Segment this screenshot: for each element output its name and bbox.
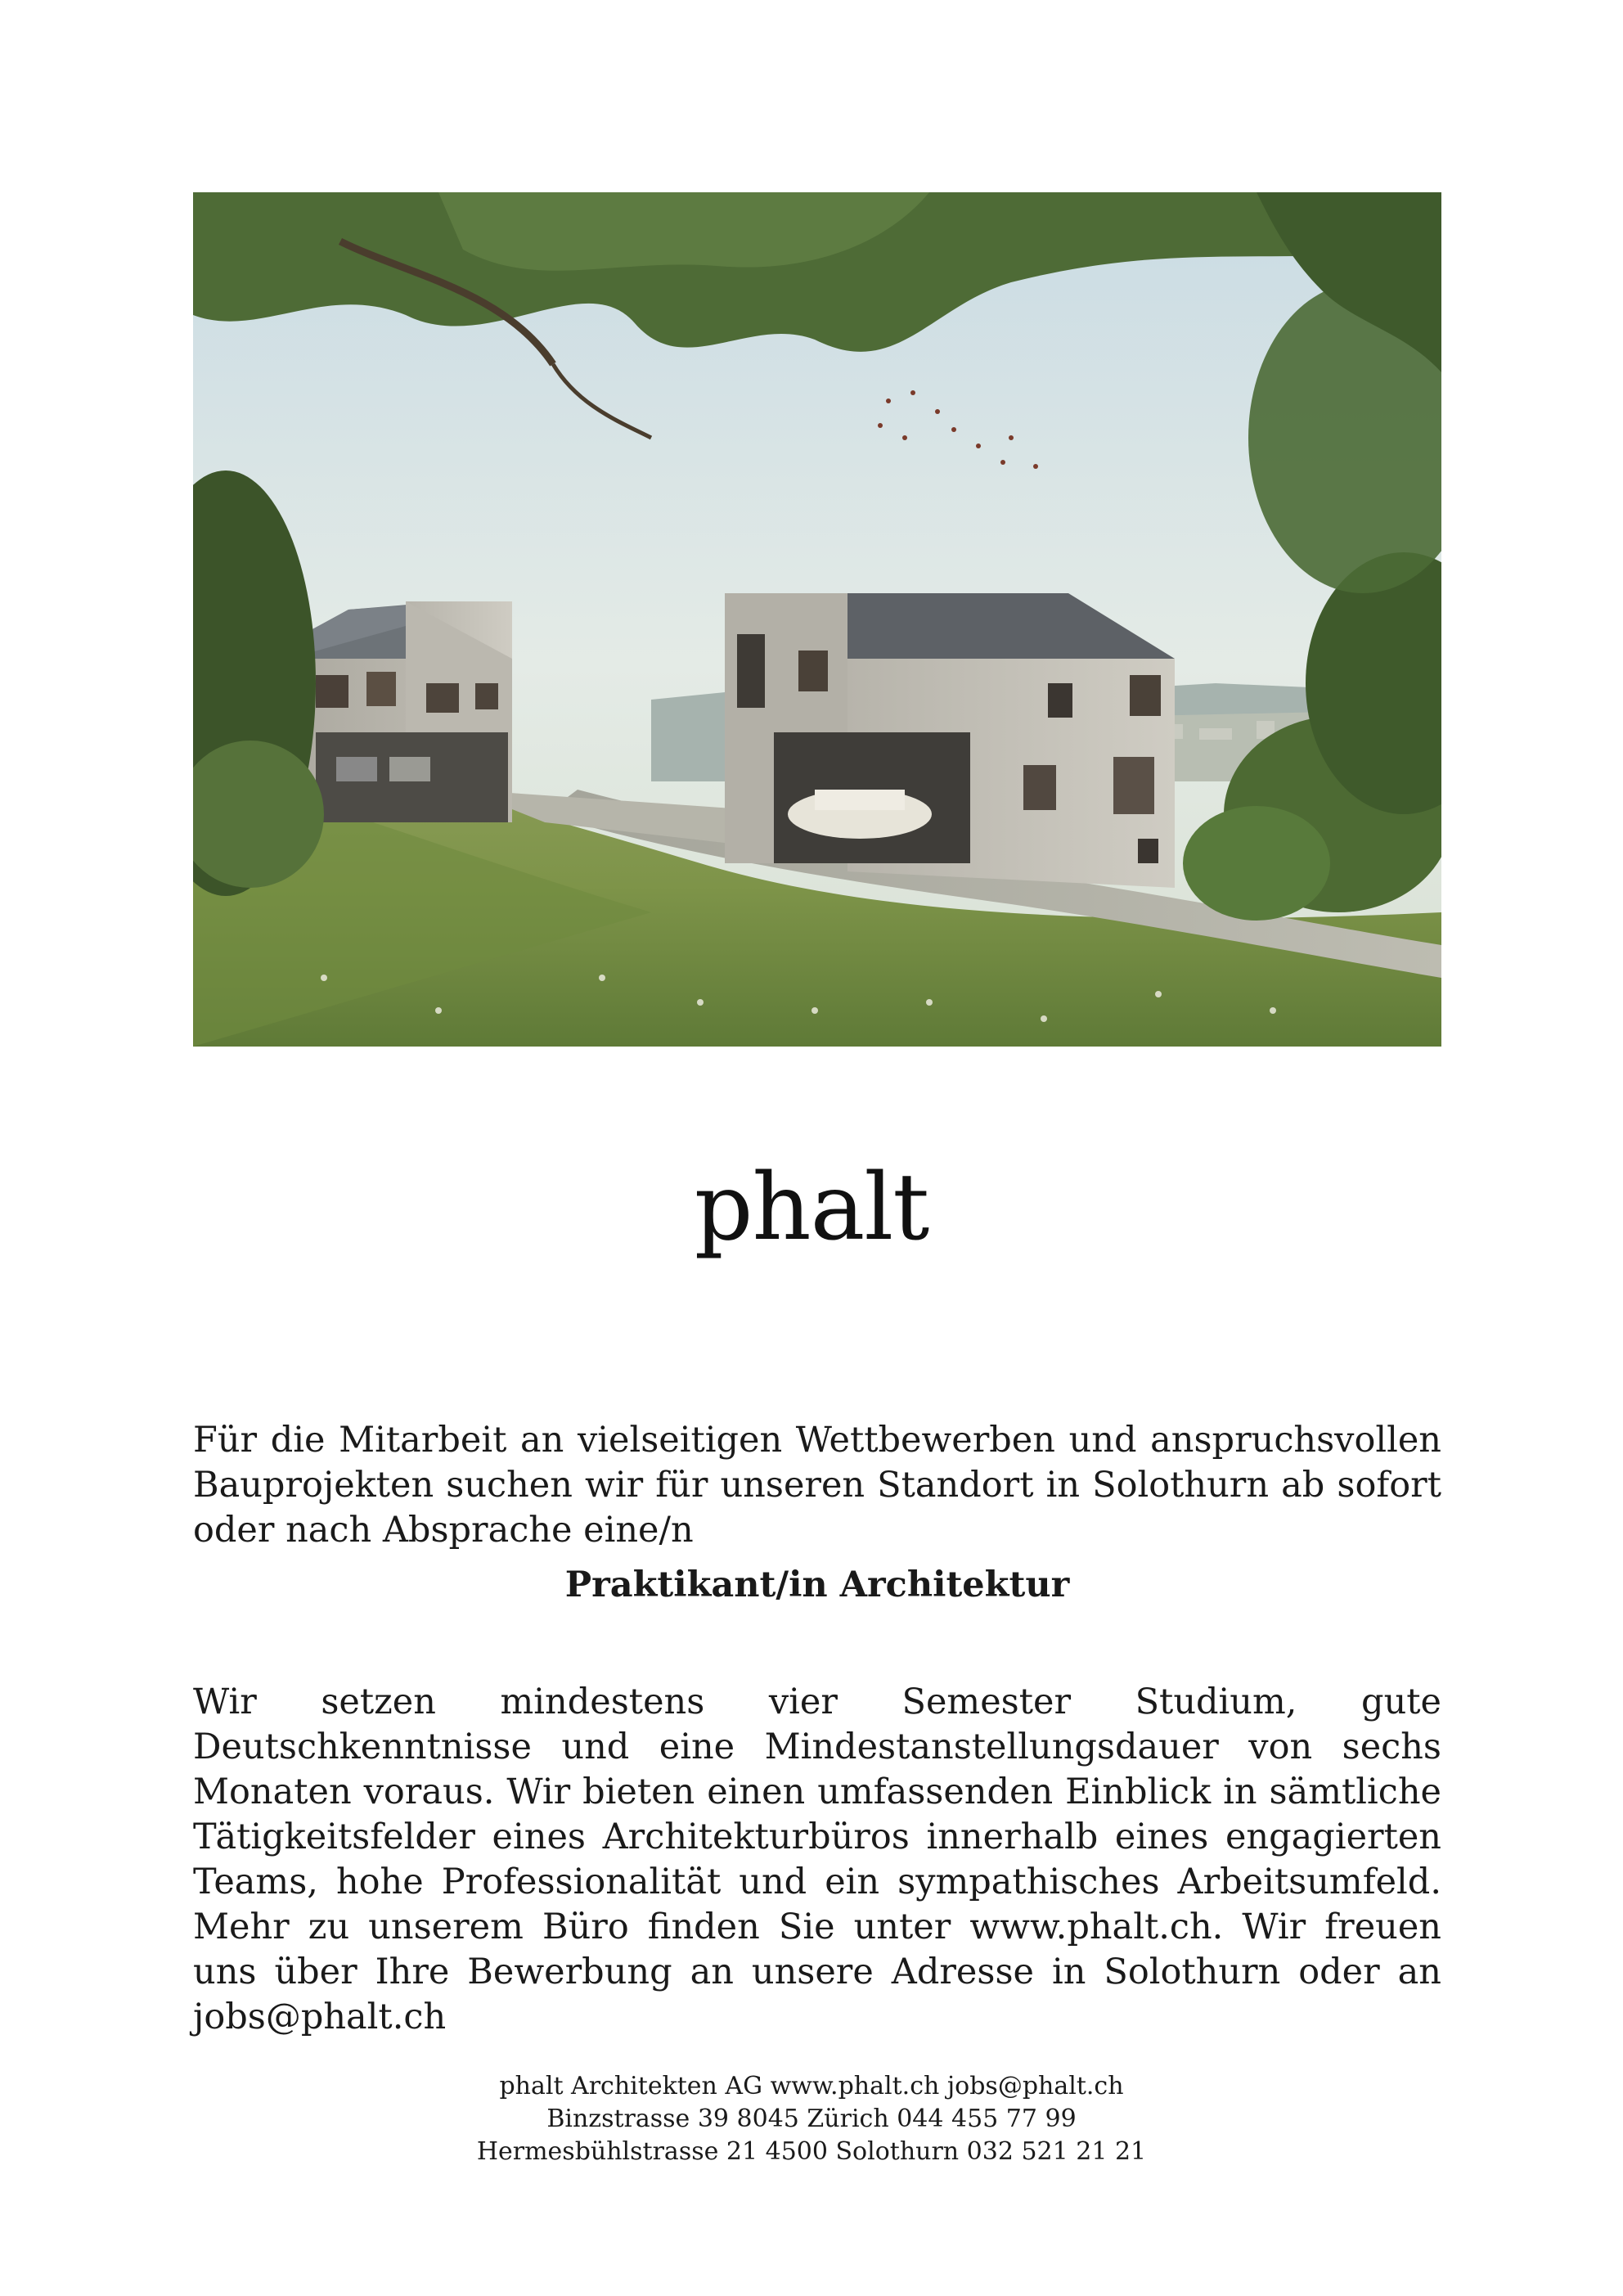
intro-paragraph: Für die Mitarbeit an vielseitigen Wettbewerben und anspruchsvollen Bauprojekten suchen wir für unseren Standort in Solothurn ab sofort oder nach Absprache eine/n — [193, 1420, 1441, 1551]
architecture-rendering-image — [193, 192, 1441, 1047]
company-logo: phalt — [694, 1155, 929, 1261]
right-house — [725, 593, 1175, 888]
footer-line-zurich: Binzstrasse 39 8045 Zürich 044 455 77 99 — [546, 2105, 1077, 2133]
footer-line-solothurn: Hermesbühlstrasse 21 4500 Solothurn 032 521 21 21 — [476, 2137, 1147, 2166]
job-title: Praktikant/in Architektur — [564, 1564, 1070, 1605]
footer — [0, 2070, 1623, 2168]
footer-line-company: phalt Architekten AG www.phalt.ch jobs@phalt.ch — [499, 2072, 1124, 2100]
details-paragraph: Wir setzen mindestens vier Semester Studium, gute Deutschkenntnisse und eine Mindestanstellungsdauer von sechs Monaten voraus. Wir bieten einen umfassenden Einblick in sämtliche Tätigkeitsfelder eines Architekturbüros innerhalb eines engagierten Teams, hohe Professionalität und ein sympathisches Arbeitsumfeld. Mehr zu unserem Büro finden Sie unter www.phalt.ch. Wir freuen uns über Ihre Bewerbung an unsere Adresse in Solothurn oder an jobs@phalt.ch — [193, 1681, 1441, 2037]
hero-image — [193, 192, 1441, 1047]
